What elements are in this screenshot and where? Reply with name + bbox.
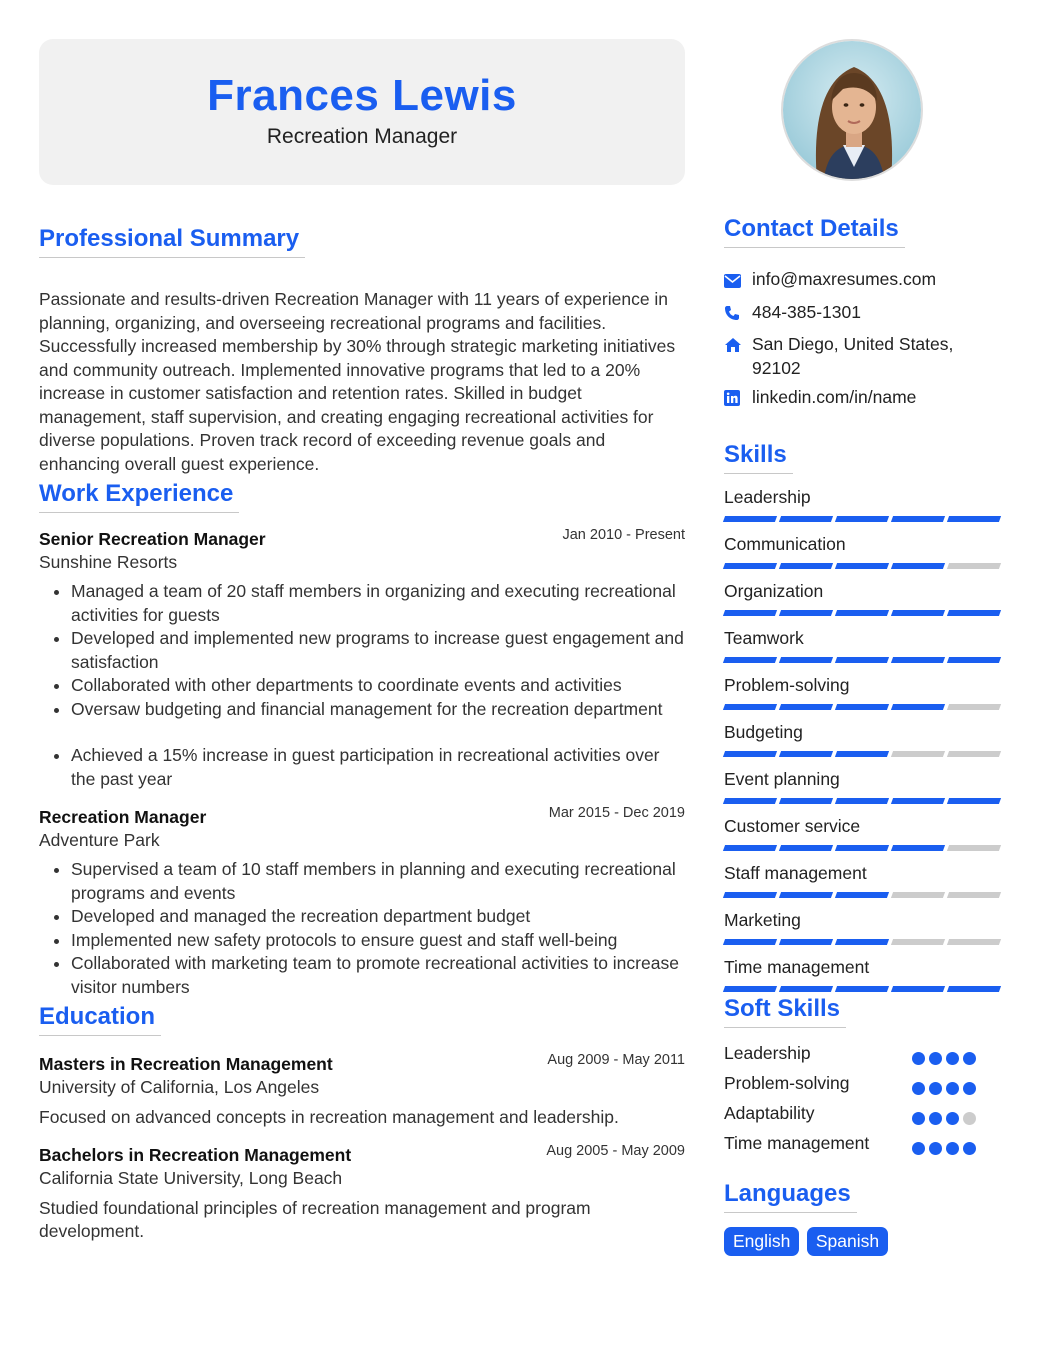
skill-level-segment: [779, 704, 833, 710]
skill-level-segment: [779, 892, 833, 898]
language-badge: English: [724, 1227, 799, 1256]
candidate-name: Frances Lewis: [207, 71, 517, 120]
education-entry: [39, 1143, 685, 1244]
soft-skill-label: Time management: [724, 1132, 870, 1153]
skill-level-segment: [779, 798, 833, 804]
contact-location: [724, 333, 1000, 380]
skill-level-bar: [724, 657, 1000, 663]
skill-level-segment: [723, 986, 777, 992]
job-bullet: • Collaborated with marketing team to promote recreational activities to increase visitor numbers: [71, 952, 685, 999]
skill-level-segment: [723, 610, 777, 616]
job-title: Recreation Manager: [39, 807, 207, 827]
skill-level-segment: [947, 610, 1001, 616]
degree-title: Bachelors in Recreation Management: [39, 1144, 352, 1165]
degree-title: Masters in Recreation Management: [39, 1054, 333, 1074]
soft-skill-row: [724, 1042, 1000, 1072]
skill-level-segment: [723, 751, 777, 757]
education-entry: [39, 1052, 685, 1130]
soft-skill-dot: [929, 1142, 942, 1155]
email-text[interactable]: info@maxresumes.com: [752, 269, 937, 289]
skill-level-segment: [835, 798, 889, 804]
skill-level-segment: [947, 845, 1001, 851]
job-date: Mar 2015 - Dec 2019: [548, 805, 685, 821]
education-date: Aug 2005 - May 2009: [546, 1142, 685, 1159]
skill-level-segment: [891, 704, 945, 710]
main-column: [39, 39, 685, 1244]
skill-level-segment: [947, 657, 1001, 663]
job-bullet: • Managed a team of 20 staff members in organizing and executing recreational activities for guests: [71, 580, 685, 627]
skill-level-segment: [779, 751, 833, 757]
soft-skill-dot: [912, 1112, 925, 1125]
skill-level-segment: [723, 563, 777, 569]
contact-section: [724, 215, 1000, 413]
experience-heading: Work Experience: [39, 480, 239, 513]
soft-skills-heading: Soft Skills: [724, 995, 846, 1028]
skill-level-segment: [891, 939, 945, 945]
soft-skill-dot: [946, 1112, 959, 1125]
summary-text: Passionate and results-driven Recreation Manager with 11 years of experience in planning, organizing, and overseeing recreational programs and facilities. Successfully increased membership by 30% through strategic marketing initiatives and community outreach. Implemented innovative programs that led to a 20% increase in customer satisfaction and retention rates. Skilled in budget management, staff supervision, and creating engaging recreational activities for diverse populations. Proven track record of exceeding revenue goals and enhancing overall guest experience.: [39, 289, 676, 474]
skill-level-bar: [724, 798, 1000, 804]
skill-label: Budgeting: [724, 721, 803, 742]
skill-level-segment: [891, 751, 945, 757]
location-text: San Diego, United States, 92102: [752, 334, 954, 378]
soft-skill-label: Adaptability: [724, 1102, 815, 1123]
linkedin-icon: [724, 386, 752, 413]
soft-skill-row: [724, 1132, 1000, 1162]
skill-level-segment: [947, 939, 1001, 945]
skill-level-segment: [947, 798, 1001, 804]
sidebar-column: [724, 39, 1000, 1256]
education-desc: Studied foundational principles of recreation management and program development.: [39, 1197, 591, 1241]
education-date: Aug 2009 - May 2011: [547, 1052, 685, 1068]
education-heading: Education: [39, 1003, 161, 1036]
skill-level-segment: [779, 939, 833, 945]
soft-skill-dot: [912, 1142, 925, 1155]
soft-skills-list: [724, 1042, 1000, 1162]
skill-level-segment: [779, 986, 833, 992]
skill-level-segment: [835, 845, 889, 851]
header-box: [39, 39, 685, 185]
soft-skill-row: [724, 1102, 1000, 1132]
skill-level-segment: [779, 610, 833, 616]
education-desc: Focused on advanced concepts in recreation management and leadership.: [39, 1107, 619, 1127]
skill-level-segment: [835, 892, 889, 898]
skill-level-segment: [835, 751, 889, 757]
job-bullet: • Developed and implemented new programs to increase guest engagement and satisfaction: [71, 627, 685, 674]
home-icon: [724, 333, 752, 360]
skill-level-bar: [724, 563, 1000, 569]
skill-level-segment: [835, 704, 889, 710]
soft-skill-dot: [929, 1082, 942, 1095]
job-bullet: • Supervised a team of 10 staff members in planning and executing recreational programs and events: [71, 858, 685, 905]
skill-level-segment: [947, 563, 1001, 569]
experience-section: [39, 480, 685, 999]
skill-level-segment: [835, 657, 889, 663]
job-bullet: • Collaborated with other departments to coordinate events and activities: [71, 674, 685, 698]
phone-text[interactable]: 484-385-1301: [752, 301, 861, 322]
skill-level-segment: [947, 892, 1001, 898]
skills-section: [724, 441, 1000, 992]
soft-skill-dots: [912, 1138, 992, 1160]
skill-level-segment: [835, 563, 889, 569]
skill-level-segment: [835, 610, 889, 616]
skill-level-segment: [891, 986, 945, 992]
job-bullet: • Oversaw budgeting and financial management for the recreation department: [71, 698, 685, 722]
skill-level-segment: [891, 610, 945, 616]
candidate-title: Recreation Manager: [266, 125, 458, 148]
skill-level-segment: [947, 751, 1001, 757]
skill-level-segment: [779, 845, 833, 851]
skill-level-segment: [779, 516, 833, 522]
skill-level-segment: [835, 516, 889, 522]
skill-level-bar: [724, 939, 1000, 945]
job-bullets: [39, 580, 685, 791]
contact-email: [724, 268, 1000, 295]
soft-skill-dot: [929, 1112, 942, 1125]
skill-label: Staff management: [724, 862, 867, 883]
skill-level-segment: [891, 845, 945, 851]
skill-level-segment: [723, 704, 777, 710]
education-section: [39, 1003, 685, 1244]
summary-heading: Professional Summary: [39, 225, 305, 258]
soft-skill-dot: [963, 1052, 976, 1065]
language-badge: Spanish: [807, 1227, 888, 1256]
soft-skill-dot: [912, 1082, 925, 1095]
soft-skill-dot: [929, 1052, 942, 1065]
job-bullets: [39, 858, 685, 999]
skill-label: Communication: [724, 533, 846, 554]
skill-label: Customer service: [724, 815, 861, 836]
job-bullet: • Developed and managed the recreation department budget: [71, 905, 685, 929]
skill-label: Time management: [724, 956, 870, 977]
job-date: Jan 2010 - Present: [562, 527, 685, 543]
job-company: Sunshine Resorts: [39, 552, 178, 572]
skill-level-segment: [891, 892, 945, 898]
skills-heading: Skills: [724, 441, 793, 474]
skill-level-segment: [723, 516, 777, 522]
skill-label: Problem-solving: [724, 674, 850, 695]
contact-phone: [724, 301, 1000, 328]
school-name: University of California, Los Angeles: [39, 1077, 320, 1097]
skill-level-segment: [891, 657, 945, 663]
soft-skill-dot: [946, 1142, 959, 1155]
skill-level-segment: [779, 563, 833, 569]
skill-level-segment: [779, 657, 833, 663]
skill-level-segment: [723, 798, 777, 804]
skill-level-segment: [947, 516, 1001, 522]
skill-label: Teamwork: [724, 627, 804, 648]
job-company: Adventure Park: [39, 830, 160, 850]
soft-skill-label: Leadership: [724, 1042, 811, 1063]
skill-level-bar: [724, 751, 1000, 757]
soft-skill-dots: [912, 1078, 992, 1100]
job-title: Senior Recreation Manager: [39, 529, 266, 549]
phone-icon: [724, 301, 752, 328]
job-bullet: • Implemented new safety protocols to ensure guest and staff well-being: [71, 929, 685, 953]
job-entry: [39, 805, 685, 999]
skills-list: [724, 486, 1000, 992]
skill-level-bar: [724, 892, 1000, 898]
contact-heading: Contact Details: [724, 215, 905, 248]
linkedin-text[interactable]: linkedin.com/in/name: [752, 387, 917, 407]
contact-linkedin: [724, 386, 1000, 413]
soft-skill-row: [724, 1072, 1000, 1102]
skill-level-segment: [723, 892, 777, 898]
languages-section: [724, 1180, 1000, 1256]
envelope-icon: [724, 268, 752, 295]
skill-level-bar: [724, 516, 1000, 522]
soft-skill-dots: [912, 1048, 992, 1070]
skill-level-segment: [723, 657, 777, 663]
skill-level-segment: [891, 798, 945, 804]
skill-level-bar: [724, 986, 1000, 992]
soft-skill-dot: [912, 1052, 925, 1065]
skill-level-segment: [723, 845, 777, 851]
skill-label: Marketing: [724, 909, 801, 930]
skill-level-segment: [947, 704, 1001, 710]
languages-heading: Languages: [724, 1180, 857, 1213]
skill-level-segment: [835, 939, 889, 945]
skill-level-bar: [724, 610, 1000, 616]
soft-skill-label: Problem-solving: [724, 1072, 850, 1093]
soft-skills-section: [724, 995, 1000, 1162]
skill-level-bar: [724, 845, 1000, 851]
job-entry: [39, 527, 685, 791]
skill-label: Leadership: [724, 486, 811, 507]
skill-level-segment: [947, 986, 1001, 992]
languages-list: [724, 1227, 1000, 1256]
skill-level-segment: [723, 939, 777, 945]
soft-skill-dot: [946, 1082, 959, 1095]
soft-skill-dot: [963, 1142, 976, 1155]
soft-skill-dots: [912, 1108, 992, 1130]
skill-level-segment: [835, 986, 889, 992]
skill-level-bar: [724, 704, 1000, 710]
school-name: California State University, Long Beach: [39, 1167, 343, 1188]
soft-skill-dot: [946, 1052, 959, 1065]
skill-level-segment: [891, 563, 945, 569]
skill-label: Event planning: [724, 768, 840, 789]
profile-photo: [781, 39, 923, 181]
job-bullet: • Achieved a 15% increase in guest participation in recreational activities over the past year: [71, 744, 685, 791]
soft-skill-dot: [963, 1112, 976, 1125]
skill-label: Organization: [724, 580, 824, 601]
skill-level-segment: [891, 516, 945, 522]
summary-section: [39, 225, 685, 476]
soft-skill-dot: [963, 1082, 976, 1095]
